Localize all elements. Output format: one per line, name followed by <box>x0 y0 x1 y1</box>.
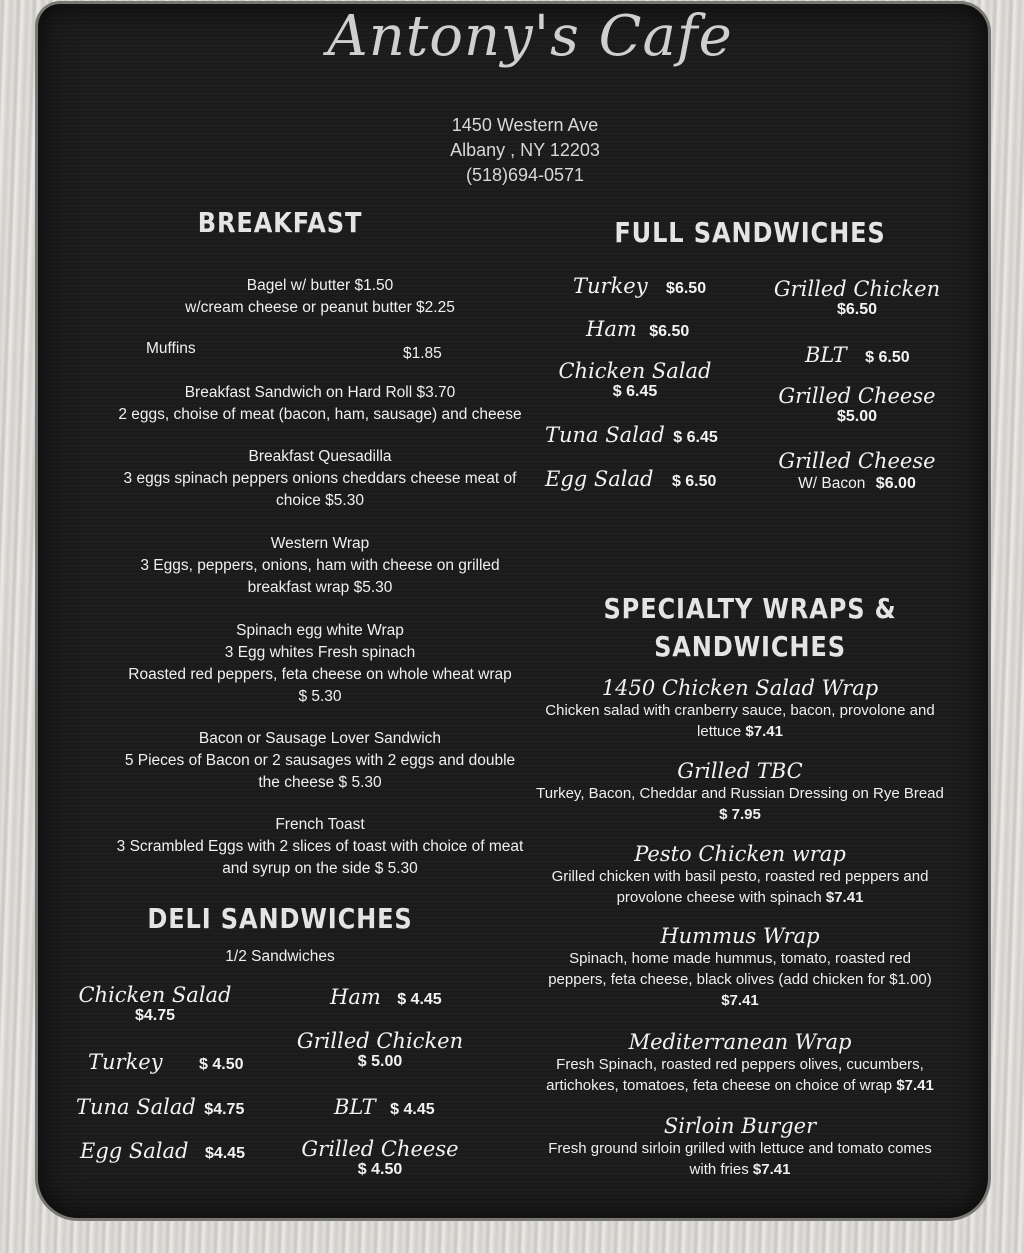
menu-item-french-toast: French Toast 3 Scrambled Eggs with 2 slices of toast with choice of meat and syrup on the side $ 5.30 <box>116 816 524 877</box>
deli-heading: DELI SANDWICHES <box>147 902 413 935</box>
specialty-item-pesto-chicken-wrap: Pesto Chicken wrap Grilled chicken with basil pesto, roasted red peppers and provolone cheese with spinach $7.41 <box>551 842 929 906</box>
menu-item-western-wrap: Western Wrap 3 Eggs, peppers, onions, ham with cheese on grilled breakfast wrap $5.30 <box>140 535 500 596</box>
phone-number: (518)694-0571 <box>465 165 585 185</box>
menu-item-bagel: Bagel w/ butter $1.50 w/cream cheese or peanut butter $2.25 <box>185 277 455 316</box>
menu-item-breakfast-sandwich: Breakfast Sandwich on Hard Roll $3.70 2 eggs, choise of meat (bacon, ham, sausage) and cheese <box>118 384 522 423</box>
deli-item-tuna-salad: Tuna Salad $4.75 <box>76 1095 245 1119</box>
deli-item-chicken-salad: Chicken Salad $4.75 <box>78 983 232 1024</box>
menu-item-muffins-price: $1.85 <box>403 345 442 362</box>
deli-subheading: 1/2 Sandwiches <box>225 948 335 965</box>
deli-item-ham: Ham $ 4.45 <box>330 985 442 1009</box>
specialty-item-mediterranean-wrap: Mediterranean Wrap Fresh Spinach, roasted red peppers olives, cucumbers, artichokes, tomatoes, feta cheese on choice of wrap $7.41 <box>546 1030 934 1094</box>
menu-item-breakfast-quesadilla: Breakfast Quesadilla 3 eggs spinach peppers onions cheddars cheese meat of choice $5.30 <box>123 448 517 509</box>
specialty-item-grilled-tbc: Grilled TBC Turkey, Bacon, Cheddar and Russian Dressing on Rye Bread $ 7.95 <box>536 759 944 823</box>
full-item-tuna-salad: Tuna Salad $ 6.45 <box>545 423 718 447</box>
deli-item-turkey: Turkey $ 4.50 <box>88 1050 244 1074</box>
deli-item-grilled-chicken: Grilled Chicken $ 5.00 <box>296 1029 464 1070</box>
full-item-blt: BLT $ 6.50 <box>805 343 910 367</box>
full-item-chicken-salad: Chicken Salad $ 6.45 <box>558 359 712 400</box>
menu-item-muffins: Muffins <box>146 340 196 357</box>
address-line-2: Albany , NY 12203 <box>450 140 600 160</box>
deli-item-grilled-cheese: Grilled Cheese $ 4.50 <box>301 1137 459 1178</box>
deli-item-blt: BLT $ 4.45 <box>334 1095 435 1119</box>
deli-item-egg-salad: Egg Salad $4.45 <box>80 1139 245 1163</box>
full-item-grilled-cheese-bacon: Grilled Cheese W/ Bacon $6.00 <box>778 449 936 492</box>
specialty-item-chicken-salad-wrap: 1450 Chicken Salad Wrap Chicken salad with cranberry sauce, bacon, provolone and lettuce $7.41 <box>545 676 935 740</box>
specialty-item-sirloin-burger: Sirloin Burger Fresh ground sirloin grilled with lettuce and tomato comes with fries $7.41 <box>548 1114 932 1178</box>
full-item-grilled-cheese: Grilled Cheese $5.00 <box>778 384 936 425</box>
address-line-1: 1450 Western Ave <box>451 115 599 135</box>
full-sandwiches-heading: FULL SANDWICHES <box>614 216 886 249</box>
specialty-heading: SPECIALTY WRAPS & SANDWICHES <box>603 592 897 663</box>
full-item-turkey: Turkey $6.50 <box>573 274 707 298</box>
full-item-grilled-chicken: Grilled Chicken $6.50 <box>773 277 941 318</box>
menu-item-spinach-egg-white-wrap: Spinach egg white Wrap 3 Egg whites Fresh spinach Roasted red peppers, feta cheese on whole wheat wrap $ 5.30 <box>128 622 512 705</box>
breakfast-heading: BREAKFAST <box>197 206 363 239</box>
cafe-address <box>380 113 670 188</box>
full-item-ham: Ham $6.50 <box>586 317 690 341</box>
specialty-item-hummus-wrap: Hummus Wrap Spinach, home made hummus, tomato, roasted red peppers, feta cheese, black olives (add chicken for $1.00) $7.41 <box>548 924 932 1009</box>
menu-item-bacon-sausage-lover: Bacon or Sausage Lover Sandwich 5 Pieces of Bacon or 2 sausages with 2 eggs and double the cheese $ 5.30 <box>124 730 516 791</box>
full-item-egg-salad: Egg Salad $ 6.50 <box>545 467 717 491</box>
cafe-title: Antony's Cafe <box>327 4 733 69</box>
